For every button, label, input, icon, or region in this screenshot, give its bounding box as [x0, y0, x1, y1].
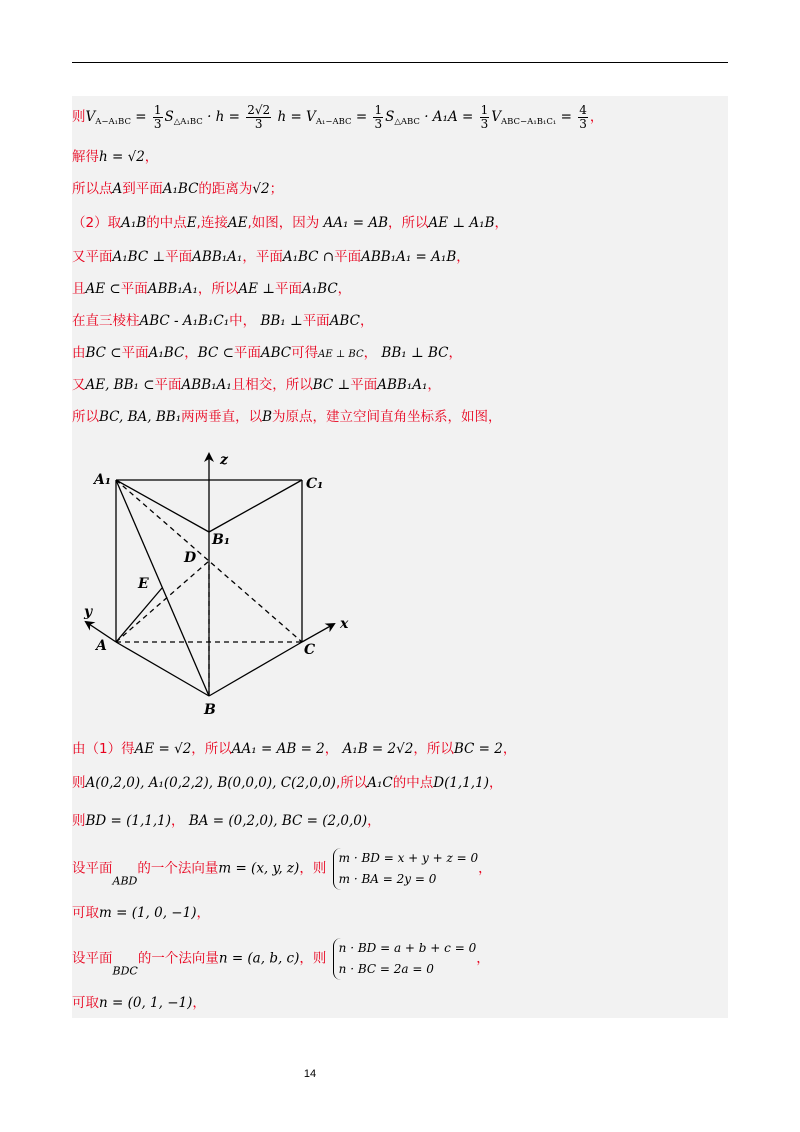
math: A₁BC	[148, 345, 185, 361]
text: 由（1）得	[72, 741, 135, 757]
math: AA₁ = AB = 2	[231, 741, 325, 757]
text: ，所以	[197, 281, 239, 297]
text: ，	[488, 775, 503, 791]
text: 中，	[229, 313, 257, 329]
page-number: 14	[303, 1068, 317, 1080]
edge-a-b	[116, 642, 209, 696]
math: · h =	[207, 109, 240, 125]
fraction: $\frac{2√2}{3}$	[247, 103, 271, 131]
text: ，则	[299, 860, 327, 877]
text: 为原点，建立空间直角坐标系，如图，	[272, 409, 502, 425]
normal-m-line	[72, 848, 492, 893]
math: V	[491, 109, 502, 125]
label-z: z	[220, 452, 228, 468]
text: ，	[502, 741, 517, 757]
text: 平面	[165, 249, 193, 265]
text: ，所以	[413, 741, 454, 757]
math: A₁BC ∩	[282, 249, 335, 265]
bc-perpendicular-line	[72, 376, 441, 394]
text: ，所以	[191, 741, 232, 757]
text: 又	[72, 377, 86, 393]
text: ,所以	[335, 775, 368, 791]
text: 到平面	[122, 181, 163, 197]
text: 平面	[233, 345, 261, 361]
text: ，	[589, 109, 604, 125]
text: 平面	[350, 377, 378, 393]
text: 设平面	[72, 950, 113, 967]
math: ABC	[329, 313, 360, 329]
text: 平面	[121, 345, 149, 361]
label-c: C	[304, 642, 316, 658]
text: ，	[196, 905, 210, 921]
coordinates-line	[72, 774, 502, 792]
equation-system: n · BD = a + b + c = 0 n · BC = 2a = 0	[333, 938, 477, 980]
edge-b1-c1	[209, 480, 302, 532]
edge-a-e	[116, 588, 162, 642]
math: BC ⊂	[85, 345, 122, 361]
fraction: $\frac{1}{3}$	[480, 103, 489, 131]
text: 则	[72, 109, 86, 125]
math: ABB₁A₁	[377, 377, 428, 393]
part2-intro-line	[72, 214, 508, 232]
math-sub: A₁−ABC	[315, 117, 352, 127]
text: 平面	[334, 249, 362, 265]
text: ，	[192, 995, 206, 1011]
text: ，	[448, 345, 462, 361]
math: A₁B	[121, 215, 147, 231]
math: h = V	[277, 109, 316, 125]
math: BC, BA, BB₁	[99, 409, 182, 425]
bc-line	[72, 344, 462, 364]
text: ，	[144, 149, 159, 165]
edge-b-c	[209, 642, 302, 696]
text: 且相交，所以	[231, 377, 313, 393]
lengths-line	[72, 740, 516, 758]
text: ，	[171, 813, 185, 829]
math: AE ⊥ BC	[318, 349, 364, 360]
text: ，	[363, 345, 378, 361]
math: ABB₁A₁	[181, 377, 232, 393]
math: A	[112, 181, 123, 197]
math: A₁BC ⊥	[112, 249, 166, 265]
text: ，	[478, 860, 492, 877]
text: （2）取	[72, 215, 122, 231]
math: B	[262, 409, 273, 425]
header-rule	[72, 62, 728, 63]
label-y: y	[84, 604, 93, 620]
text: ，	[367, 813, 381, 829]
text: 可取	[72, 995, 99, 1011]
math: √2	[252, 181, 270, 197]
distance-conclusion-line	[72, 180, 283, 198]
text: 平面	[274, 281, 302, 297]
text: 且	[72, 281, 86, 297]
text: ，	[494, 215, 508, 231]
math: ABB₁A₁	[192, 249, 243, 265]
label-a: A	[96, 638, 107, 654]
label-b1: B₁	[212, 532, 230, 548]
prism-figure	[72, 440, 372, 720]
text: 又平面	[72, 249, 113, 265]
math: BB₁ ⊥ BC	[381, 345, 449, 361]
math: A₁B = 2√2	[342, 741, 414, 757]
text: ；	[269, 181, 284, 197]
prism-line	[72, 312, 373, 330]
math: ABC - A₁B₁C₁	[139, 313, 230, 329]
text: 的中点	[392, 775, 434, 791]
ae-perpendicular-line	[72, 280, 351, 298]
math: A(0,2,0), A₁(0,2,2), B(0,0,0), C(2,0,0)	[85, 775, 336, 791]
label-e: E	[138, 576, 149, 592]
math: · A₁A =	[424, 109, 474, 125]
math: n = (0, 1, −1)	[99, 995, 193, 1011]
math: BD = (1,1,1)	[85, 813, 172, 829]
text: ,连接	[196, 215, 228, 231]
label-c1: C₁	[306, 476, 324, 492]
math: ABD	[112, 874, 138, 888]
text: ，	[184, 345, 198, 361]
text: ，	[337, 281, 352, 297]
math: ABC	[260, 345, 292, 361]
math: A₁BC	[162, 181, 199, 197]
volume-equation-line	[72, 104, 603, 131]
math: h = √2	[99, 149, 145, 165]
equation-system: m · BD = x + y + z = 0 m · BA = 2y = 0	[333, 848, 479, 890]
math: BC = 2	[453, 741, 503, 757]
math-sub: ABC−A₁B₁C₁	[501, 117, 557, 127]
text: 的一个法向量	[137, 950, 219, 967]
math: BC ⊂	[197, 345, 234, 361]
math: =	[135, 109, 147, 125]
fraction: $\frac{4}{3}$	[579, 103, 587, 131]
math: AE ⊥ A₁B	[428, 215, 495, 231]
text: 由	[72, 345, 86, 361]
math: AA₁ = AB	[323, 215, 389, 231]
text: ，	[476, 950, 490, 967]
plane-perpendicular-line	[72, 248, 470, 266]
m-result-line	[72, 904, 210, 922]
math: S	[385, 109, 395, 125]
text: 则	[72, 775, 86, 791]
fraction: $\frac{1}{3}$	[153, 103, 162, 131]
text: 的中点	[146, 215, 187, 231]
label-a1: A₁	[94, 472, 111, 488]
fraction: $\frac{1}{3}$	[374, 103, 383, 131]
math-sub: △A₁BC	[173, 117, 203, 127]
math: n = (a, b, c)	[218, 950, 300, 967]
math: BC ⊥	[312, 377, 351, 393]
math: E	[186, 215, 197, 231]
math: =	[560, 109, 572, 125]
text: ，	[456, 249, 470, 265]
label-d: D	[184, 550, 197, 566]
math: BA = (0,2,0), BC = (2,0,0)	[188, 813, 368, 829]
text: 所以	[72, 409, 99, 425]
math: ABB₁A₁	[147, 281, 198, 297]
math: AE ⊂	[85, 281, 121, 297]
text: ,如图，因为	[247, 215, 320, 231]
text: 所以点	[72, 181, 113, 197]
math-sub: △ABC	[394, 117, 420, 127]
solve-h-line	[72, 148, 158, 166]
text: 平面	[154, 377, 182, 393]
x-axis	[302, 624, 334, 642]
math: BB₁ ⊥	[260, 313, 303, 329]
text: 可得	[291, 345, 319, 361]
math: AE, BB₁ ⊂	[85, 377, 155, 393]
math-sub: A−A₁BC	[95, 117, 131, 127]
label-x: x	[340, 616, 349, 632]
text: ，	[359, 313, 374, 329]
math: AE	[227, 215, 248, 231]
text: 设平面	[72, 860, 113, 877]
math: AE = √2	[134, 741, 192, 757]
vectors-line	[72, 812, 381, 830]
normal-n-line	[72, 938, 490, 983]
math: A₁BC	[301, 281, 338, 297]
edge-a1-b1	[116, 480, 209, 532]
text: 两两垂直，以	[181, 409, 263, 425]
text: 平面	[120, 281, 148, 297]
text: 解得	[72, 149, 99, 165]
text: 平面	[302, 313, 330, 329]
math: ABB₁A₁ = A₁B	[361, 249, 457, 265]
math: D(1,1,1)	[433, 775, 489, 791]
text: ，	[324, 741, 339, 757]
text: 的距离为	[198, 181, 253, 197]
text: 则	[72, 813, 86, 829]
math: S	[164, 109, 174, 125]
text: ，则	[299, 950, 327, 967]
math: BDC	[112, 964, 138, 978]
text: ，	[427, 377, 441, 393]
math: =	[355, 109, 368, 125]
text: 在直三棱柱	[72, 313, 140, 329]
math: m = (1, 0, −1)	[99, 905, 197, 921]
math: AE ⊥	[238, 281, 275, 297]
text: ，平面	[242, 249, 283, 265]
math: V	[85, 109, 96, 125]
n-result-line	[72, 994, 206, 1012]
math: m = (x, y, z)	[218, 860, 300, 877]
text: 可取	[72, 905, 99, 921]
edge-a1-b	[116, 480, 209, 696]
edge-a-d-dashed	[116, 561, 209, 642]
text: 的一个法向量	[137, 860, 219, 877]
label-b: B	[204, 702, 216, 718]
math: A₁C	[367, 775, 393, 791]
text: ，所以	[388, 215, 429, 231]
coordinate-system-line	[72, 408, 502, 426]
